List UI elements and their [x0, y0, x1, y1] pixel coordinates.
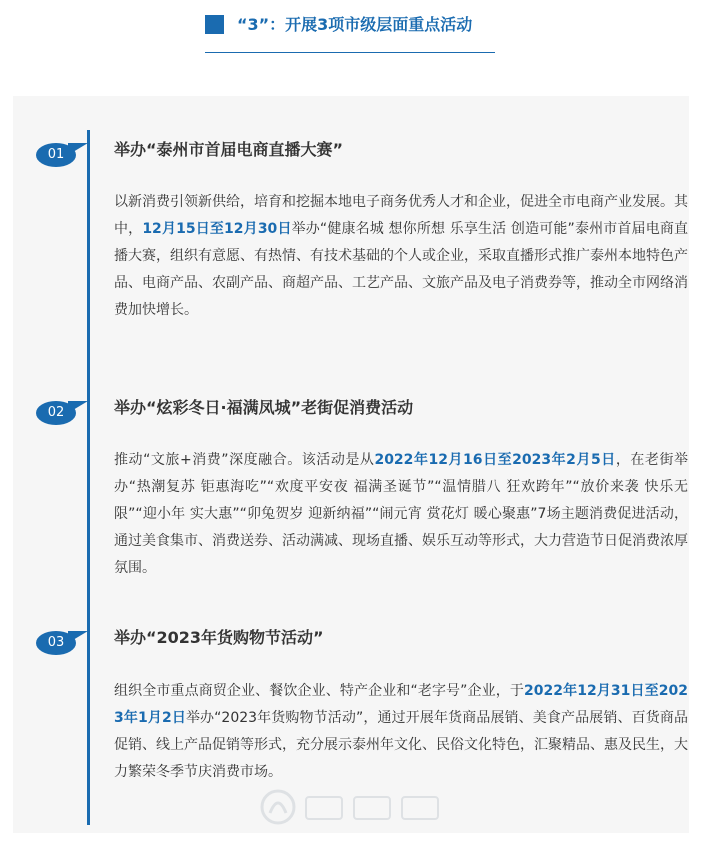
section-number-badge: 01 — [36, 143, 76, 167]
header-square-icon — [205, 15, 224, 34]
section-number-badge: 03 — [36, 631, 76, 655]
timeline-line — [87, 130, 90, 825]
section-body — [114, 447, 688, 582]
page-title: “3”：开展3项市级层面重点活动 — [237, 15, 473, 34]
page-header — [205, 14, 495, 53]
date-highlight: 12月15日至12月30日 — [142, 221, 292, 237]
body-text: ，在老街举办“热潮复苏 钜惠海吃”“欢度平安夜 福满圣诞节”“温情腊八 狂欢跨年”“放价来袭 快乐无限”“迎小年 实大惠”“卯兔贺岁 迎新纳福”“闹元宵 赏花灯 暖心聚惠”7场主题消费促进活动，通过美食集市、消费送券、活动满减、现场直播、娱乐互动等形式，大力营造节日促消费浓厚氛围。 — [114, 452, 688, 576]
section-body — [114, 189, 688, 324]
body-text: 以新消费引领新供给，培育和挖掘本地电子商务优秀人才和企业，促进全市电商产业发展。其中， — [114, 194, 688, 237]
section-number-badge: 02 — [36, 401, 76, 425]
watermark-logo-icon — [258, 787, 458, 827]
section-title: 举办“2023年货购物节活动” — [114, 628, 324, 647]
body-text: 组织全市重点商贸企业、餐饮企业、特产企业和“老字号”企业，于 — [114, 683, 525, 699]
date-highlight: 2022年12月16日至2023年2月5日 — [374, 452, 616, 468]
section-title: 举办“炫彩冬日·福满凤城”老街促消费活动 — [114, 398, 414, 417]
section-title: 举办“泰州市首届电商直播大赛” — [114, 140, 344, 159]
body-text: 举办“2023年货购物节活动”，通过开展年货商品展销、美食产品展销、百货商品促销、线上产品促销等形式，充分展示泰州年文化、民俗文化特色，汇聚精品、惠及民生，大力繁荣冬季节庆消费市场。 — [114, 710, 688, 780]
section-body — [114, 678, 688, 786]
body-text: 举办“健康名城 想你所想 乐享生活 创造可能”泰州市首届电商直播大赛，组织有意愿、有热情、有技术基础的个人或企业，采取直播形式推广泰州本地特色产品、电商产品、农副产品、商超产品、工艺产品、文旅产品及电子消费券等，推动全市网络消费加快增长。 — [114, 221, 689, 318]
date-highlight: 2022年12月31日至2023年1月2日 — [114, 683, 688, 726]
body-text: 推动“文旅+消费”深度融合。该活动是从 — [114, 452, 375, 468]
